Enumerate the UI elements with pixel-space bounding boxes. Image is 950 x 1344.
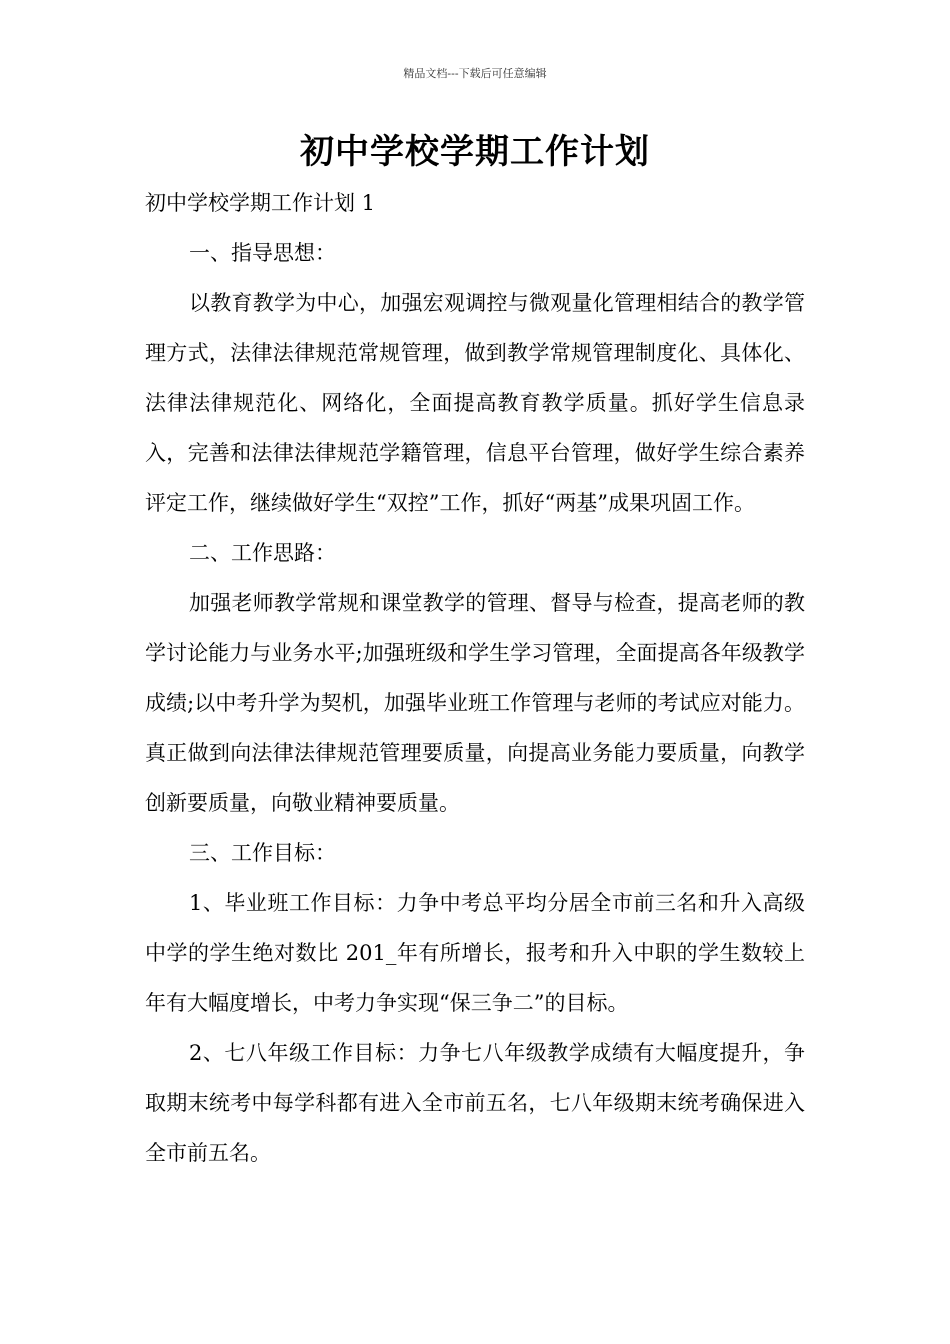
- header-note: 精品文档---下载后可任意编辑: [403, 67, 547, 80]
- paragraph-guiding-ideology: 以教育教学为中心，加强宏观调控与微观量化管理相结合的教学管理方式，法律法律规范常规管理，做到教学常规管理制度化、具体化、法律法律规范化、网络化，全面提高教育教学质量。抓好学生信息录入，完善和法律法律规范学籍管理，信息平台管理，做好学生综合素养评定工作，继续做好学生“双控”工作，抓好“两基”成果巩固工作。: [145, 291, 805, 515]
- document-body: [145, 178, 805, 1178]
- section-heading-guiding-ideology: 一、指导思想：: [189, 241, 336, 265]
- document-subtitle: 初中学校学期工作计划 1: [145, 191, 376, 215]
- section-heading-work-goals: 三、工作目标：: [189, 841, 336, 865]
- paragraph-work-approach: 加强老师教学常规和课堂教学的管理、督导与检查，提高老师的教学讨论能力与业务水平;加强班级和学生学习管理，全面提高各年级教学成绩;以中考升学为契机，加强毕业班工作管理与老师的考试应对能力。真正做到向法律法律规范管理要质量，向提高业务能力要质量，向教学创新要质量，向敬业精神要质量。: [145, 591, 805, 815]
- paragraph-graduating-class-goal: 1、毕业班工作目标：力争中考总平均分居全市前三名和升入高级中学的学生绝对数比 201_年有所增长，报考和升入中职的学生数较上年有大幅度增长，中考力争实现“保三争二”的目标。: [145, 891, 805, 1015]
- section-heading-work-approach: 二、工作思路：: [189, 541, 336, 565]
- paragraph-grade-7-8-goal: 2、七八年级工作目标：力争七八年级教学成绩有大幅度提升，争取期末统考中每学科都有进入全市前五名，七八年级期末统考确保进入全市前五名。: [145, 1041, 805, 1165]
- document-title: 初中学校学期工作计划: [300, 132, 650, 172]
